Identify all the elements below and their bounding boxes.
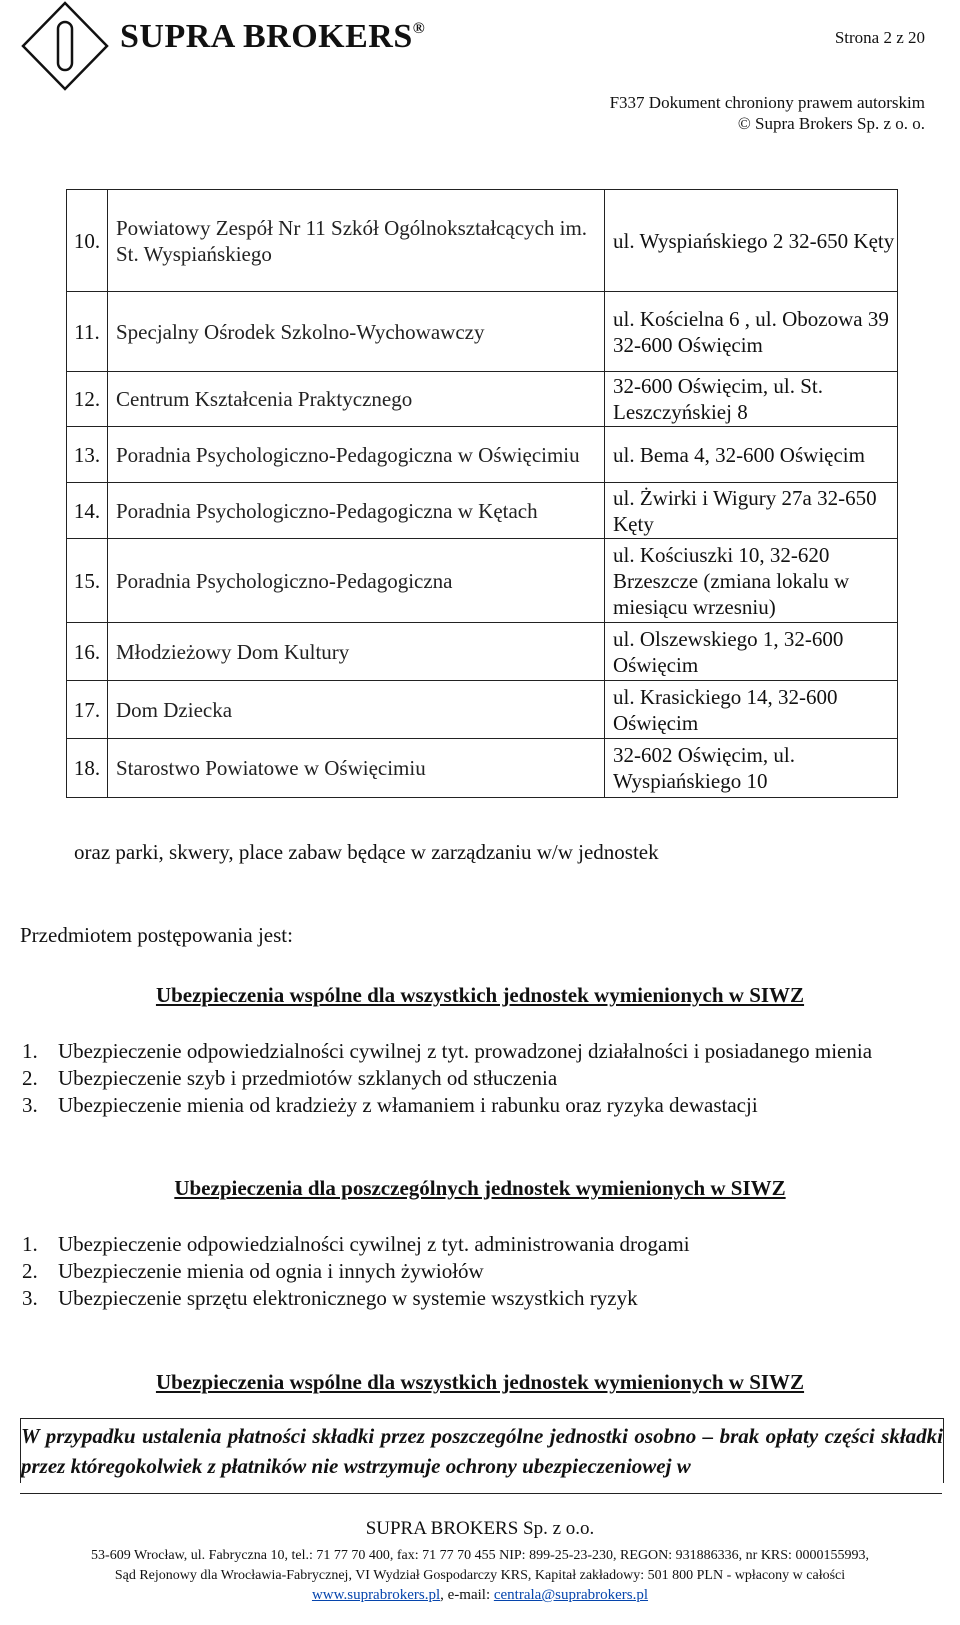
- table-row: [67, 372, 898, 427]
- list-item: 1. Ubezpieczenie odpowiedzialności cywilnej z tyt. prowadzonej działalności i posiadanego mienia: [22, 1039, 873, 1063]
- list-item: 3. Ubezpieczenie sprzętu elektronicznego w systemie wszystkich ryzyk: [22, 1286, 638, 1310]
- common-insurance-list: [22, 1038, 944, 1119]
- website-link[interactable]: www.suprabrokers.pl: [311, 1587, 441, 1603]
- row-number: 11.: [67, 292, 108, 372]
- supra-brokers-logo-icon: [20, 0, 110, 92]
- table-row: [67, 539, 898, 623]
- unit-address: ul. Olszewskiego 1, 32-600 Oświęcim: [605, 623, 898, 681]
- footer-contact: [0, 1587, 960, 1604]
- unit-address: ul. Krasickiego 14, 32-600 Oświęcim: [605, 681, 898, 739]
- list-item: 1. Ubezpieczenie odpowiedzialności cywilnej z tyt. administrowania drogami: [22, 1232, 690, 1256]
- unit-address: ul. Kościelna 6 , ul. Obozowa 39 32-600 Oświęcim: [605, 292, 898, 372]
- footer-registry: Sąd Rejonowy dla Wrocławia-Fabrycznej, VI Wydział Gospodarczy KRS, Kapitał zakładowy: 501 800 PLN - wpłacony w całości: [114, 1568, 846, 1583]
- brand-name: SUPRA BROKERS®: [120, 18, 426, 55]
- subject-heading: Przedmiotem postępowania jest:: [20, 923, 293, 947]
- email-label: , e-mail:: [440, 1587, 494, 1603]
- unit-name: Młodzieżowy Dom Kultury: [108, 623, 605, 681]
- list-item: 2. Ubezpieczenie mienia od ognia i innych żywiołów: [22, 1259, 484, 1283]
- unit-name: Centrum Kształcenia Praktycznego: [108, 372, 605, 427]
- unit-name: Poradnia Psychologiczno-Pedagogiczna w Oświęcimiu: [108, 427, 605, 483]
- table-row: [67, 681, 898, 739]
- unit-name: Dom Dziecka: [108, 681, 605, 739]
- footer-company: SUPRA BROKERS Sp. z o.o.: [365, 1518, 595, 1539]
- row-number: 12.: [67, 372, 108, 427]
- section-title-individual: Ubezpieczenia dla poszczególnych jednostek wymienionych w SIWZ: [174, 1176, 786, 1200]
- payment-clause-box: W przypadku ustalenia płatności składki przez poszczególne jednostki osobno – brak opłaty części składki przez któregokolwiek z płatników nie wstrzymuje ochrony ubezpieczeniowej w: [20, 1418, 944, 1483]
- unit-address: ul. Wyspiańskiego 2 32-650 Kęty: [605, 190, 898, 292]
- row-number: 16.: [67, 623, 108, 681]
- table-row: [67, 623, 898, 681]
- footer-divider: [20, 1493, 942, 1494]
- unit-name: Powiatowy Zespół Nr 11 Szkół Ogólnokształcących im. St. Wyspiańskiego: [108, 190, 605, 292]
- unit-address: 32-602 Oświęcim, ul. Wyspiańskiego 10: [605, 739, 898, 798]
- footer-address: 53-609 Wrocław, ul. Fabryczna 10, tel.: 71 77 70 400, fax: 71 77 70 455 NIP: 899-25-23-230, REGON: 931886336, nr KRS: 0000155993,: [91, 1548, 869, 1563]
- registered-mark: ®: [412, 20, 426, 37]
- page-number: Strona 2 z 20: [834, 28, 925, 47]
- email-link[interactable]: centrala@suprabrokers.pl: [493, 1587, 649, 1603]
- table-row: [67, 292, 898, 372]
- unit-name: Specjalny Ośrodek Szkolno-Wychowawczy: [108, 292, 605, 372]
- unit-address: 32-600 Oświęcim, ul. St. Leszczyńskiej 8: [605, 372, 898, 427]
- doc-protection-note: F337 Dokument chroniony prawem autorskim: [609, 93, 925, 112]
- unit-address: ul. Kościuszki 10, 32-620 Brzeszcze (zmiana lokalu w miesiącu wrzesniu): [605, 539, 898, 623]
- unit-name: Poradnia Psychologiczno-Pedagogiczna: [108, 539, 605, 623]
- parks-note: oraz parki, skwery, place zabaw będące w zarządzaniu w/w jednostek: [74, 840, 659, 864]
- section-title-common: Ubezpieczenia wspólne dla wszystkich jednostek wymienionych w SIWZ: [155, 983, 805, 1007]
- individual-insurance-list: [22, 1231, 944, 1312]
- table-row: [67, 427, 898, 483]
- unit-name: Poradnia Psychologiczno-Pedagogiczna w Kętach: [108, 483, 605, 539]
- row-number: 13.: [67, 427, 108, 483]
- header-notice: [610, 92, 925, 134]
- section-title-common-repeat: Ubezpieczenia wspólne dla wszystkich jednostek wymienionych w SIWZ: [155, 1370, 805, 1394]
- list-item: 2. Ubezpieczenie szyb i przedmiotów szklanych od stłuczenia: [22, 1066, 558, 1090]
- unit-address: ul. Żwirki i Wigury 27a 32-650 Kęty: [605, 483, 898, 539]
- row-number: 18.: [67, 739, 108, 798]
- list-item: 3. Ubezpieczenie mienia od kradzieży z włamaniem i rabunku oraz ryzyka dewastacji: [22, 1093, 758, 1117]
- row-number: 17.: [67, 681, 108, 739]
- units-table: [66, 189, 898, 798]
- unit-name: Starostwo Powiatowe w Oświęcimiu: [108, 739, 605, 798]
- row-number: 15.: [67, 539, 108, 623]
- table-row: [67, 483, 898, 539]
- copyright-note: © Supra Brokers Sp. z o. o.: [737, 114, 925, 133]
- table-row: [67, 190, 898, 292]
- table-row: [67, 739, 898, 798]
- unit-address: ul. Bema 4, 32-600 Oświęcim: [605, 427, 898, 483]
- row-number: 14.: [67, 483, 108, 539]
- row-number: 10.: [67, 190, 108, 292]
